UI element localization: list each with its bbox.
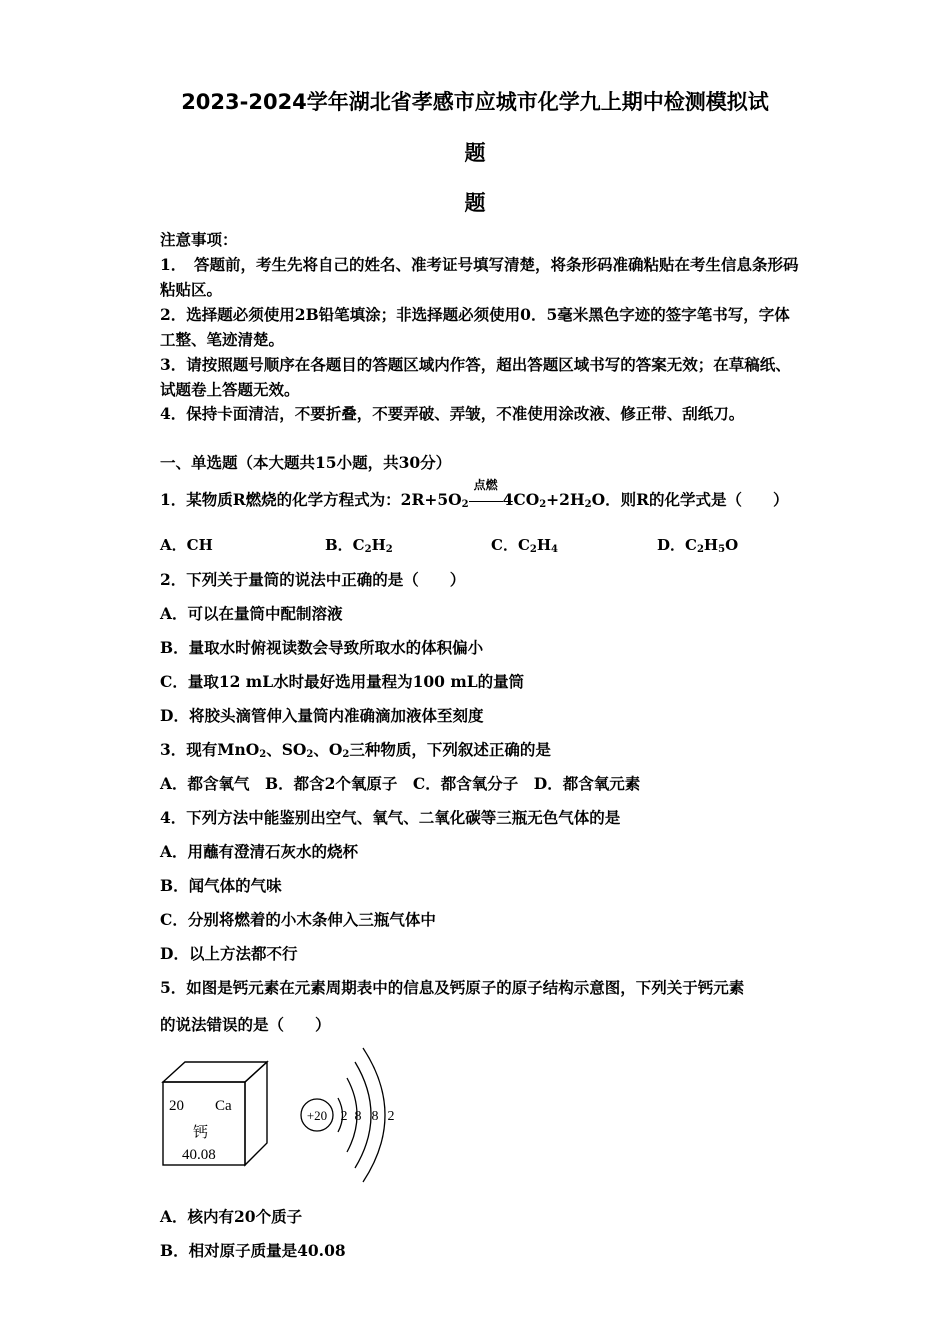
- q1-c-sub2: 4: [551, 544, 559, 555]
- q4-option-b[interactable]: B．闻气体的气味: [160, 876, 282, 895]
- exam-title-line2: 题: [464, 141, 486, 165]
- q3-sub3: 2: [342, 749, 350, 760]
- question-5-stem-line1: 5．如图是钙元素在元素周期表中的信息及钙原子的原子结构示意图，下列关于钙元素: [160, 978, 745, 997]
- question-1-stem: [160, 478, 789, 510]
- q1-option-c[interactable]: [491, 534, 558, 555]
- nucleus-charge: +20: [306, 1108, 328, 1123]
- shell-electrons-2: 8: [354, 1109, 362, 1124]
- question-5-stem-line2: 的说法错误的是（ ）: [160, 1015, 331, 1034]
- q1-b-sub1: 2: [364, 544, 372, 555]
- calcium-figure: [155, 1040, 415, 1200]
- notice-heading: 注意事项：: [160, 230, 238, 249]
- q5-option-a[interactable]: A．核内有20个质子: [160, 1207, 303, 1226]
- q1-c-sub1: 2: [529, 544, 537, 555]
- notice-item-2: 2．选择题必须使用2B铅笔填涂；非选择题必须使用0．5毫米黑色字迹的签字笔书写，字体工整、笔迹清楚。: [160, 305, 790, 349]
- q1-option-b[interactable]: [325, 534, 393, 555]
- q1-product1: 4CO: [502, 490, 540, 509]
- arrow-line-icon: [469, 501, 503, 502]
- q1-prefix: 1．某物质R燃烧的化学方程式为：2R+5O: [160, 490, 462, 509]
- exam-title-line3: 题: [464, 191, 486, 215]
- q2-option-b[interactable]: B．量取水时俯视读数会导致所取水的体积偏小: [160, 638, 484, 657]
- q1-d-post: O: [725, 536, 739, 554]
- periodic-cell-diagram: [163, 1062, 267, 1165]
- exam-title-line1: 2023-2024学年湖北省孝感市应城市化学九上期中检测模拟试: [181, 90, 769, 114]
- q1-option-d[interactable]: [657, 534, 738, 555]
- element-mass: 40.08: [182, 1147, 216, 1163]
- element-name: 钙: [193, 1123, 209, 1141]
- notice-item-1: 1． 答题前，考生先将自己的姓名、准考证号填写清楚，将条形码准确粘贴在考生信息条形码粘贴区。: [160, 255, 799, 299]
- q3-sub1: 2: [259, 749, 267, 760]
- q1-prefix-sub: 2: [461, 499, 469, 510]
- element-symbol: Ca: [215, 1098, 232, 1114]
- q1-d-pre: D．C: [657, 536, 697, 554]
- q1-c-pre: C．C: [491, 536, 530, 554]
- reaction-arrow: [469, 478, 503, 510]
- q3-sub2: 2: [306, 749, 314, 760]
- shell-electrons-3: 8: [371, 1109, 379, 1124]
- q1-d-sub2: 5: [718, 544, 726, 555]
- q1-option-a[interactable]: A．CH: [160, 536, 213, 554]
- q1-b-sub2: 2: [385, 544, 393, 555]
- atom-structure-diagram: [301, 1048, 395, 1182]
- q2-option-c[interactable]: C．量取12 mL水时最好选用量程为100 mL的量筒: [160, 672, 525, 691]
- reaction-condition: 点燃: [473, 478, 498, 492]
- q1-b-mid: H: [371, 536, 386, 554]
- element-number: 20: [169, 1098, 184, 1114]
- q4-option-c[interactable]: C．分别将燃着的小木条伸入三瓶气体中: [160, 910, 436, 929]
- q3-stem-mid1: 、SO: [266, 740, 307, 759]
- q4-option-d[interactable]: D．以上方法都不行: [160, 944, 298, 963]
- notice-item-3: 3．请按照题号顺序在各题目的答题区域内作答，超出答题区域书写的答案无效；在草稿纸、试题卷上答题无效。: [160, 355, 791, 399]
- q3-stem-post: 三种物质，下列叙述正确的是: [349, 740, 551, 759]
- q2-option-a[interactable]: A．可以在量筒中配制溶液: [160, 604, 343, 623]
- q1-suffix: O．则R的化学式是（ ）: [591, 490, 789, 509]
- q1-c-mid: H: [536, 536, 552, 554]
- q3-stem-mid2: 、O: [313, 740, 343, 759]
- shell-electrons-4: 2: [387, 1109, 395, 1124]
- q2-option-d[interactable]: D．将胶头滴管伸入量筒内准确滴加液体至刻度: [160, 706, 484, 725]
- shell-electrons-1: 2: [340, 1109, 348, 1124]
- q3-stem-pre: 3．现有MnO: [160, 740, 260, 759]
- notice-item-4: 4．保持卡面清洁，不要折叠，不要弄破、弄皱，不准使用涂改液、修正带、刮纸刀。: [160, 404, 745, 423]
- question-4-stem: 4．下列方法中能鉴别出空气、氧气、二氧化碳等三瓶无色气体的是: [160, 808, 621, 827]
- q3-options[interactable]: A．都含氧气 B．都含2个氧原子 C．都含氧分子 D．都含氧元素: [160, 774, 641, 793]
- q1-b-pre: B．C: [325, 536, 365, 554]
- q5-option-b[interactable]: B．相对原子质量是40.08: [160, 1241, 346, 1260]
- q1-product2: +2H: [546, 490, 585, 509]
- section-heading: 一、单选题（本大题共15小题，共30分）: [160, 453, 452, 472]
- q4-option-a[interactable]: A．用蘸有澄清石灰水的烧杯: [160, 842, 359, 861]
- q1-d-mid: H: [703, 536, 719, 554]
- q1-d-sub1: 2: [696, 544, 704, 555]
- question-3-stem: [160, 738, 551, 760]
- q1-product1-sub: 2: [539, 499, 547, 510]
- q1-product2-sub: 2: [584, 499, 592, 510]
- question-2-stem: 2．下列关于量筒的说法中正确的是（ ）: [160, 570, 466, 589]
